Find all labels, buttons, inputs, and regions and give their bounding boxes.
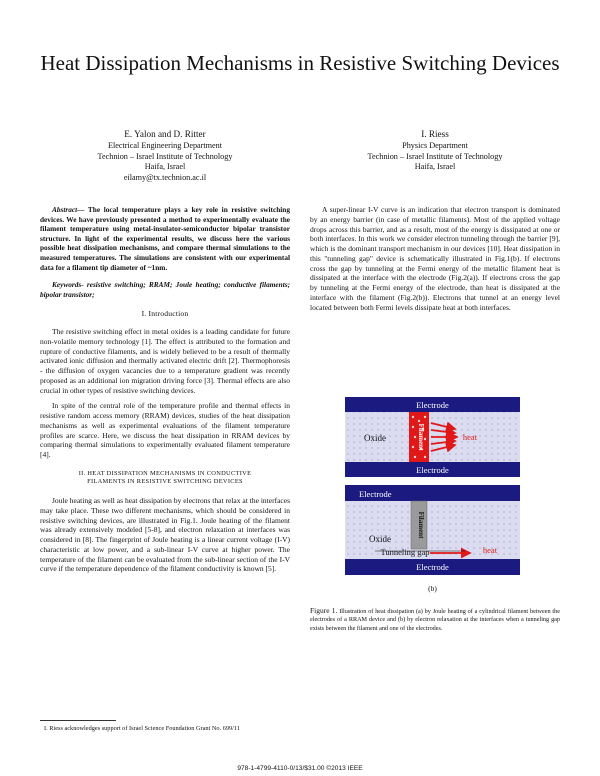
bottom-electrode-label: Electrode bbox=[416, 562, 449, 572]
section-1-title: I. Introduction bbox=[141, 309, 189, 319]
author-city: Haifa, Israel bbox=[144, 162, 186, 172]
author-institution: Technion – Israel Institute of Technology bbox=[367, 151, 503, 161]
footnote-rule bbox=[40, 720, 116, 721]
author-names: E. Yalon and D. Ritter bbox=[124, 129, 206, 139]
figure-1b-label: (b) bbox=[428, 584, 437, 593]
right-column bbox=[310, 205, 560, 318]
author-department: Electrical Engineering Department bbox=[107, 141, 223, 150]
author-institution: Technion – Israel Institute of Technology bbox=[97, 151, 233, 161]
paragraph: In spite of the central role of the temperature profile and thermal effects in resistive random access memory (RRAM) devices, studies of the heat dissipation mechanisms as well as experimental evaluations of the filament temperature profiles are scarce. Here, we discuss the heat dissipation in RRAM devices by comparing thermal simulations to experimentally evaluated filament temperature [4]. bbox=[40, 401, 290, 460]
figure-1b bbox=[345, 485, 520, 593]
section-1-heading bbox=[40, 309, 290, 319]
page-footer: 978-1-4799-4110-0/13/$31.00 ©2013 IEEE bbox=[237, 765, 363, 772]
author-department: Physics Department bbox=[402, 141, 468, 150]
top-electrode-label: Electrode bbox=[416, 400, 449, 410]
section-2-title-line2: FILAMENTS IN RESISTIVE SWITCHING DEVICES bbox=[87, 478, 243, 486]
section-2-title-line1: II. HEAT DISSIPATION MECHANISMS IN CONDUCTIVE bbox=[78, 469, 252, 477]
author-names: I. Riess bbox=[421, 129, 449, 139]
heat-label: heat bbox=[462, 432, 478, 442]
oxide-label: Oxide bbox=[369, 534, 391, 544]
author-city: Haifa, Israel bbox=[414, 162, 456, 172]
caption-text: Illustration of heat dissipation (a) by Joule heating of a cylindrical filament between the electrodes of a RRAM device and (b) by electron relaxation at the interfaces when a tunneling gap exists between the filament and one of the electrodes. bbox=[310, 608, 560, 632]
heat-label: heat bbox=[482, 545, 498, 555]
figure-caption bbox=[310, 607, 560, 633]
left-column bbox=[40, 205, 290, 580]
abstract-text: The local temperature plays a key role in resistive switching devices. We have previously presented a method to experimentally evaluate the filament temperature using metal-insulator-semiconductor bipolar transistor structure. In light of the experimental results, we discuss here the various possible heat dissipation mechanisms, and compare thermal simulations to the measured temperatures. The simulations are consistent with our experimental data for a filament tip diameter of ~1nm. bbox=[40, 205, 290, 272]
author-email[interactable]: eilamy@tx.technion.ac.il bbox=[123, 172, 207, 182]
paragraph: The resistive switching effect in metal oxides is a leading candidate for future non-volatile memory technology [1]. The effect is attributed to the formation and rupture of conductive filaments, and is widely believed to be a result of thermally activated ionic diffusion and thermally activated electric drift [2]. Thermophoresis - the diffusion of oxygen vacancies due to a temperature gradient was recently proposed as an additional ion migration driving force [3]. Thermal effects are also crucial in other types of resistive switching devices. bbox=[40, 327, 290, 395]
top-electrode-label: Electrode bbox=[359, 489, 392, 499]
author-block-2 bbox=[310, 128, 560, 173]
tunneling-gap-label: Tunneling gap bbox=[380, 547, 430, 557]
figure-1a-diagram bbox=[345, 397, 520, 477]
keywords: Keywords- resistive switching; RRAM; Joule heating; conductive filaments; bipolar transistor; bbox=[40, 280, 290, 299]
filament-label: Filament bbox=[417, 511, 425, 539]
figure-1a bbox=[345, 397, 520, 497]
caption-label: Figure 1. bbox=[310, 606, 338, 615]
section-2-heading bbox=[40, 470, 290, 487]
bottom-electrode-label: Electrode bbox=[416, 465, 449, 475]
filament-label: Filament bbox=[417, 423, 425, 451]
author-block-1 bbox=[40, 128, 290, 183]
abstract-label: Abstract— bbox=[52, 205, 85, 214]
paragraph: Joule heating as well as heat dissipation by electrons that relax at the interfaces may take place. These two different mechanisms, which should be considered in resistive switching devices, are illustrated in Fig.1. Joule heating of the filament was already extensively modeled [5-8], and electron relaxation at interfaces was considered in [8]. The fingerprint of Joule heating is a linear current voltage (I-V) characteristic at low power, and a sub-linear I-V curve at higher power. The temperature of the filament can be evaluated from the sub-linear section of the I-V curve if the temperature dependence of the filament conductivity is known [5]. bbox=[40, 496, 290, 574]
paper-title: Heat Dissipation Mechanisms in Resistive Switching Devices bbox=[40, 51, 560, 75]
abstract bbox=[40, 205, 290, 272]
paragraph: A super-linear I-V curve is an indication that electron transport is dominated by an energy barrier (in case of metallic filaments). Most of the applied voltage drops across this barrier, and as a result, most of the energy is dissipated at one or both interfaces. In this work we consider electron tunneling through the barrier [9], which is the dominant transport mechanism in our devices [10]. Heat dissipation in this "tunneling gap" device is schematically illustrated in Fig.1(b). If electrons cross the gap by tunneling at the Fermi energy of the metallic filament heat is dissipated at the interface with the electrode (Fig.2(a)). If electrons cross the gap by tunneling at the Fermi energy of the electrode, than heat is dissipated at the interface with the filament (Fig.2(b)). Electrons that tunnel at an energy level located between both Fermi levels dissipate heat at both interfaces. bbox=[310, 205, 560, 312]
figure-1b-diagram bbox=[345, 485, 520, 575]
footnote: I. Riess acknowledges support of Israel Science Foundation Grant No. 699/11 bbox=[44, 725, 240, 732]
oxide-label: Oxide bbox=[364, 433, 386, 443]
